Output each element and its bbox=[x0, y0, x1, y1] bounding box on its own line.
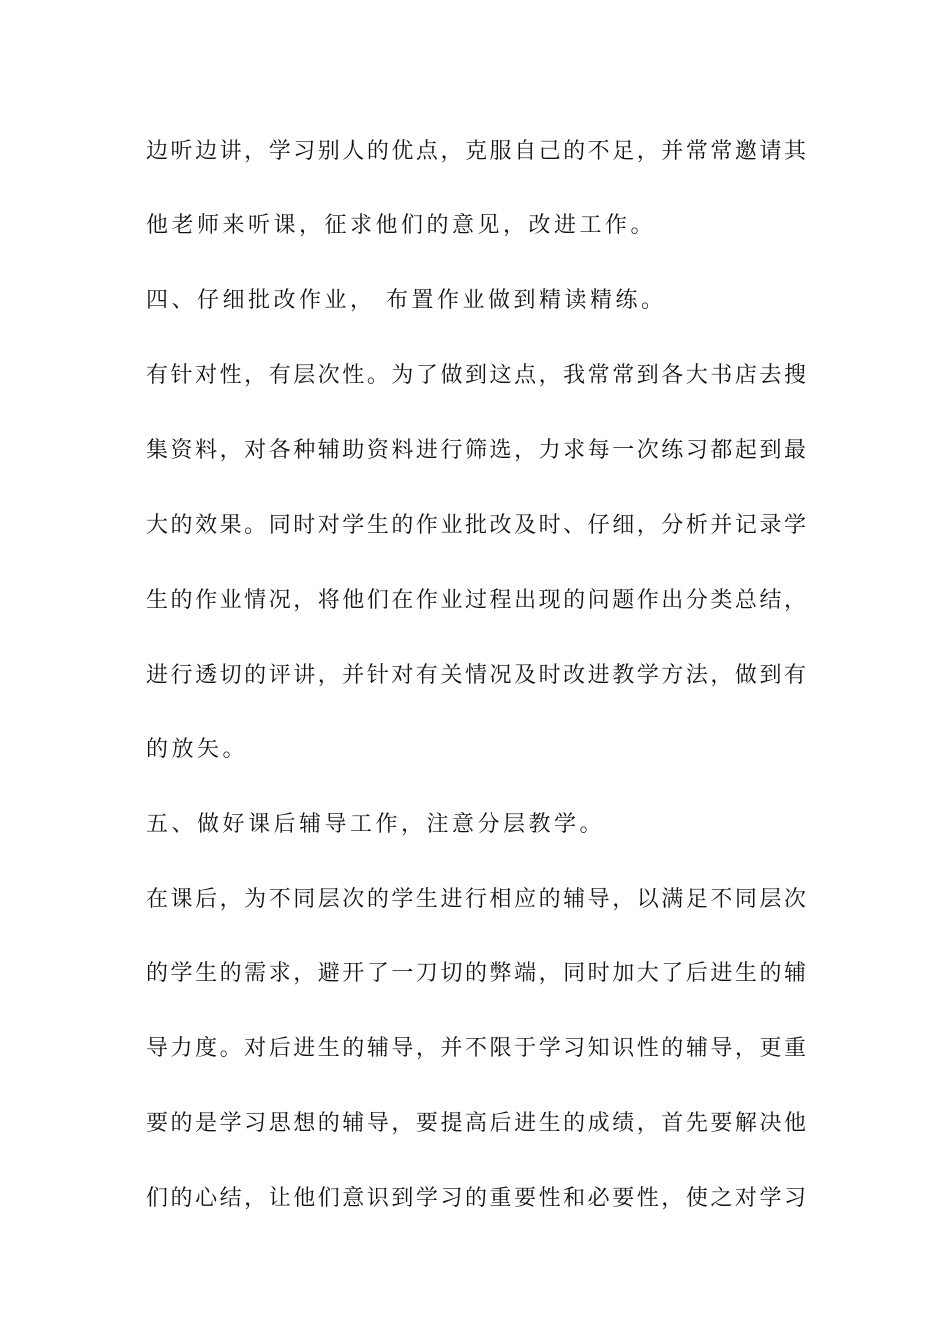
text-line: 的放矢。 bbox=[146, 737, 249, 762]
text-line: 导力度。对后进生的辅导，并不限于学习知识性的辅导，更重 bbox=[146, 1036, 806, 1061]
text-line: 他老师来听课，征求他们的意见，改进工作。 bbox=[146, 213, 657, 238]
text-line: 的学生的需求，避开了一刀切的弊端，同时加大了后进生的辅 bbox=[146, 961, 806, 986]
text-line: 集资料，对各种辅助资料进行筛选，力求每一次练习都起到最 bbox=[146, 438, 806, 463]
text-line: 们的心结，让他们意识到学习的重要性和必要性，使之对学习 bbox=[146, 1186, 806, 1211]
text-line: 在课后，为不同层次的学生进行相应的辅导，以满足不同层次 bbox=[146, 887, 806, 912]
text-line: 进行透切的评讲，并针对有关情况及时改进教学方法，做到有 bbox=[146, 663, 806, 688]
text-line: 边听边讲，学习别人的优点，克服自己的不足，并常常邀请其 bbox=[146, 139, 806, 164]
section-heading: 四、仔细批改作业， 布置作业做到精读精练。 bbox=[146, 288, 667, 313]
text-line: 生的作业情况，将他们在作业过程出现的问题作出分类总结， bbox=[146, 588, 806, 613]
text-line: 大的效果。同时对学生的作业批改及时、仔细，分析并记录学 bbox=[146, 513, 806, 538]
text-line: 要的是学习思想的辅导，要提高后进生的成绩，首先要解决他 bbox=[146, 1111, 806, 1136]
section-heading: 五、做好课后辅导工作，注意分层教学。 bbox=[146, 812, 606, 837]
text-line: 有针对性，有层次性。为了做到这点，我常常到各大书店去搜 bbox=[146, 363, 806, 388]
